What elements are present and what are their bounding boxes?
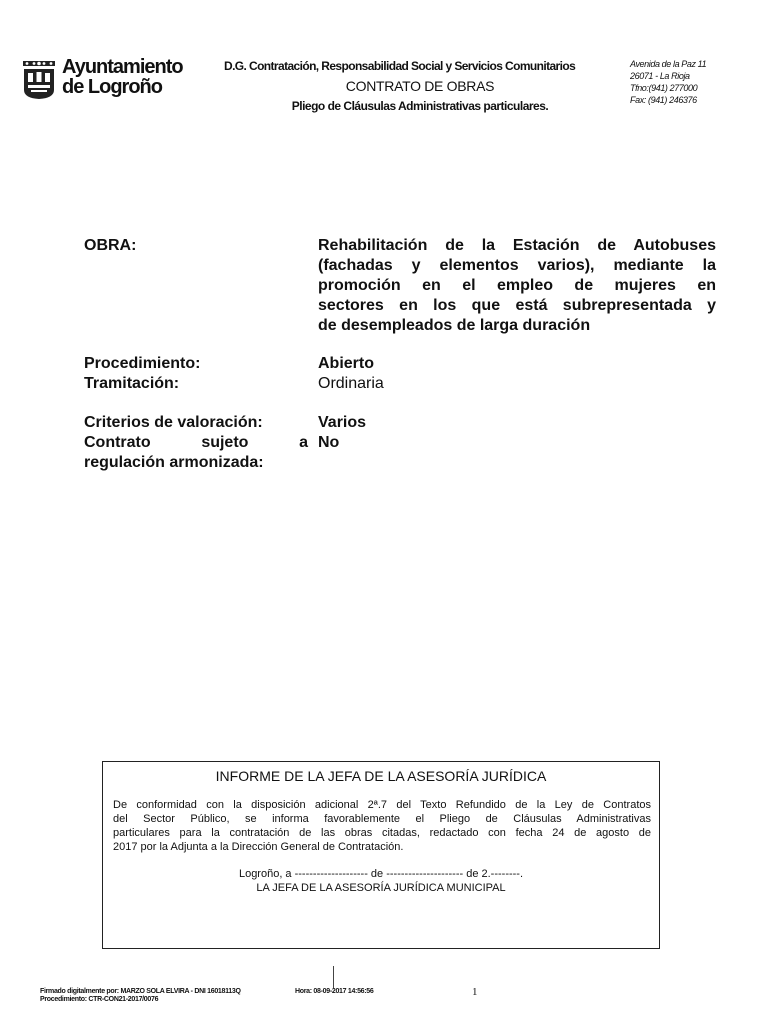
obra-value (318, 236, 716, 336)
procedimiento-value: Abierto (318, 355, 374, 372)
informe-line: De conformidad con la disposición adicional 2ª.7 del Texto Refundido de la Ley de Contratos (113, 799, 651, 811)
informe-title: INFORME DE LA JEFA DE LA ASESORÍA JURÍDICA (215, 768, 547, 784)
phone-line: Tfno:(941) 277000 (630, 83, 698, 93)
signature-time: Hora: 08-09-2017 14:56:56 (295, 988, 374, 995)
contrato-sujeto-label (84, 433, 308, 473)
obra-line: promoción en el empleo de mujeres en (318, 277, 716, 294)
address-line: 26071 - La Rioja (630, 71, 690, 81)
obra-line: (fachadas y elementos varios), mediante la (318, 257, 716, 274)
label-word: sujeto (201, 434, 249, 451)
informe-line: 2017 por la Adjunta a la Dirección General de Contratación. (113, 841, 404, 853)
logo (22, 56, 197, 102)
page-number: 1 (472, 986, 478, 998)
contrato-sujeto-value: No (318, 434, 340, 451)
document-subtitle: Pliego de Cláusulas Administrativas particulares. (291, 99, 549, 113)
informe-body (113, 798, 651, 854)
coat-of-arms-icon (22, 60, 56, 100)
informe-box (102, 761, 660, 949)
fax-line: Fax: (941) 246376 (630, 95, 697, 105)
label-word: a (299, 434, 308, 451)
label-line: regulación armonizada: (84, 454, 264, 471)
informe-signature: LA JEFA DE LA ASESORÍA JURÍDICA MUNICIPAL (256, 882, 506, 894)
obra-line: de desempleados de larga duración (318, 317, 591, 334)
procedimiento-label: Procedimiento: (84, 355, 201, 372)
tramitacion-value: Ordinaria (318, 375, 384, 392)
informe-date-line: Logroño, a -------------------- de --------------------- de 2.--------. (238, 868, 524, 880)
obra-line: Rehabilitación de la Estación de Autobuses (318, 237, 716, 254)
digital-signature-text: Firmado digitalmente por: MARZO SOLA ELVIRA - DNI 16018113Q (40, 988, 241, 995)
department-name: D.G. Contratación, Responsabilidad Social y Servicios Comunitarios (224, 59, 576, 73)
footer-divider (333, 966, 334, 988)
label-word: Contrato (84, 434, 151, 451)
procedure-code: Procedimiento: CTR-CON21-2017/0076 (40, 996, 159, 1003)
logo-text-line1: Ayuntamiento (62, 56, 183, 78)
address-block (630, 58, 706, 106)
address-line: Avenida de la Paz 11 (630, 59, 707, 69)
obra-line: sectores en los que está subrepresentada y (318, 297, 716, 314)
document-title: CONTRATO DE OBRAS (345, 78, 495, 94)
tramitacion-label: Tramitación: (84, 375, 180, 392)
informe-line: particulares para la contratación de las obras citadas, redactado con fecha 24 de agosto de (113, 827, 651, 839)
obra-label: OBRA: (84, 237, 137, 254)
logo-text-line2: de Logroño (62, 76, 162, 98)
criterios-value: Varios (318, 414, 367, 431)
criterios-label: Criterios de valoración: (84, 414, 263, 431)
informe-line: del Sector Público, se informa favorablemente el Pliego de Cláusulas Administrativas (113, 813, 651, 825)
